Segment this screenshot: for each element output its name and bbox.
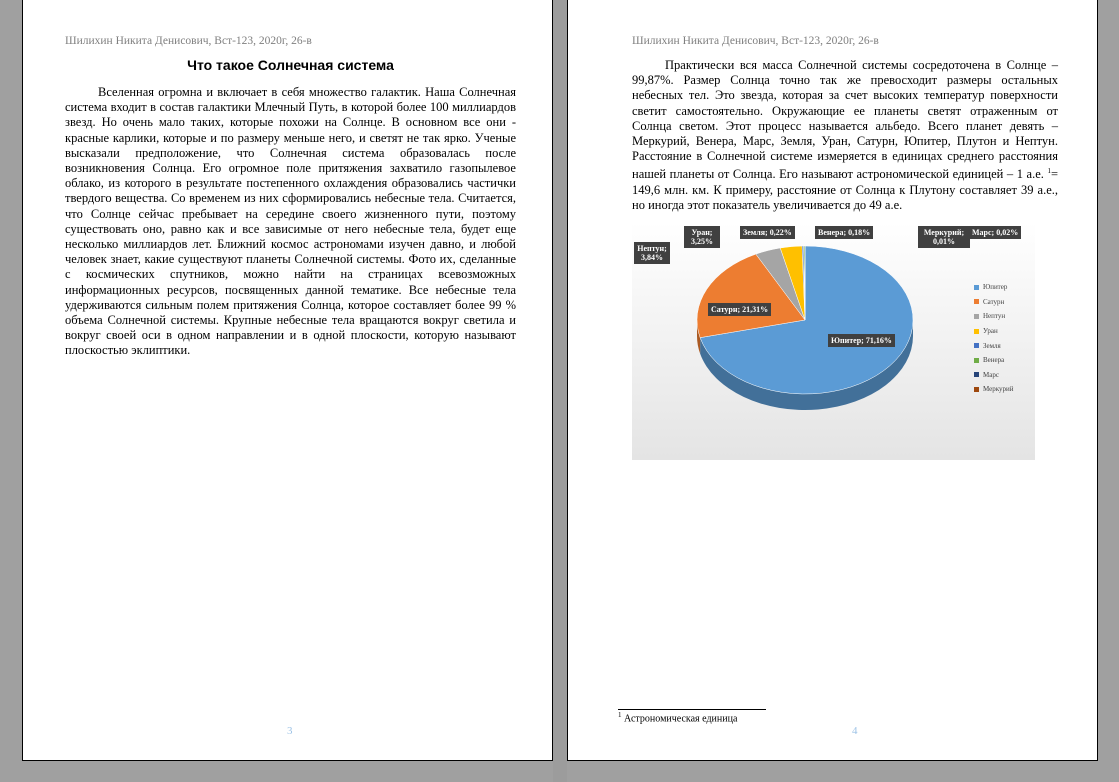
running-header: Шилихин Никита Денисович, Вст-123, 2020г, 26-в <box>65 35 312 47</box>
document-page-3 <box>22 0 553 761</box>
footnote-text: Астрономическая единица <box>624 713 738 725</box>
legend-label: Марс <box>983 370 999 379</box>
footnote-number: 1 <box>618 711 622 719</box>
legend-label: Юпитер <box>983 283 1008 292</box>
legend-swatch <box>974 387 979 392</box>
footnote <box>618 711 737 724</box>
legend-swatch <box>974 343 979 348</box>
body-text-part: = 149,6 млн. км. К примеру, расстояние от Солнца к Плутону составляет 39 а.е., но иногда этот показатель увеличивается до 49 а.е. <box>632 167 1058 212</box>
legend-label: Нептун <box>983 312 1006 321</box>
legend-swatch <box>974 285 979 290</box>
legend-label: Уран <box>983 327 998 336</box>
legend-swatch <box>974 329 979 334</box>
running-header: Шилихин Никита Денисович, Вст-123, 2020г, 26-в <box>632 35 879 47</box>
legend-item <box>974 382 1026 397</box>
body-text-part: Практически вся масса Солнечной системы сосредоточена в Солнце – 99,87%. Размер Солнца точно так же превосходит размеры остальных небесных тел. Это звезда, которая за счет высоких температур поверхности светит самостоятельно. Окружающие ее планеты светят отраженным от Солнца светом. Этот процесс называется альбедо. Всего планет девять – Меркурий, Венера, Марс, Земля, Уран, Сатурн, Юпитер, Плутон и Нептун. Расстояние в Солнечной системе измеряется в единицах среднего расстояния нашей планеты от Солнца. Его называют астрономической единицей – 1 а.е. <box>632 58 1058 182</box>
data-label-7: Марс; 0,02% <box>969 226 1021 239</box>
legend-swatch <box>974 299 979 304</box>
legend-label: Венера <box>983 356 1005 365</box>
legend-label: Меркурий <box>983 385 1014 394</box>
page-title: Что такое Солнечная система <box>187 57 394 73</box>
page-number: 3 <box>287 725 293 737</box>
chart-legend <box>974 280 1026 397</box>
data-label-5: Земля; 0,22% <box>740 226 795 239</box>
legend-label: Земля <box>983 341 1001 350</box>
legend-item <box>974 324 1026 339</box>
pie-chart[interactable] <box>632 222 1035 460</box>
legend-item <box>974 338 1026 353</box>
legend-label: Сатурн <box>983 297 1005 306</box>
legend-swatch <box>974 372 979 377</box>
data-label-3: Нептун; 3,84% <box>634 242 670 264</box>
legend-item <box>974 309 1026 324</box>
legend-swatch <box>974 314 979 319</box>
data-label-1: Юпитер; 71,16% <box>828 334 895 347</box>
data-label-6: Венера; 0,18% <box>815 226 873 239</box>
data-label-2: Сатурн; 21,31% <box>708 303 771 316</box>
legend-item <box>974 368 1026 383</box>
document-page-4 <box>567 0 1098 761</box>
legend-item <box>974 353 1026 368</box>
data-label-4: Уран; 3,25% <box>684 226 720 248</box>
data-label-8: Меркурий; 0,01% <box>918 226 970 248</box>
legend-swatch <box>974 358 979 363</box>
footnote-separator <box>618 709 766 710</box>
legend-item <box>974 280 1026 295</box>
body-paragraph[interactable] <box>632 58 1058 213</box>
page-gap <box>553 0 567 782</box>
footnote-reference[interactable]: 1 <box>1047 167 1051 176</box>
page-number: 4 <box>852 725 858 737</box>
body-paragraph[interactable]: Вселенная огромна и включает в себя множество галактик. Наша Солнечная система входит в состав галактики Млечный Путь, в которой более 100 миллиардов звезд. Но очень мало таких, которые похожи на Солнце. В основном все они - красные карлики, которые и по размеру меньше него, и светят не так ярко. Ученые высказали предположение, что Солнечная система образовалась после возникновения Солнца. Его огромное поле притяжения захватило газопылевое облако, из которого в результате постепенного охлаждения образовались частички твердого вещества. Со временем из них сформировались небесные тела. Считается, что Солнце сейчас пребывает на середине своего жизненного пути, поэтому существовать оно, равно как и все зависимые от него небесные тела, будет еще несколько миллиардов лет. Ближний космос астрономами изучен давно, и любой человек знает, какие существуют планеты Солнечной системы. Фото их, сделанные с космических спутников, можно найти на страницах всевозможных информационных ресурсов, посвященных данной тематике. Все небесные тела удерживаются сильным полем притяжения Солнца, которое составляет более 99 % объема Солнечной системы. Крупные небесные тела вращаются вокруг светила и вокруг своей оси в одном направлении и в одной плоскости, которую называют плоскостью эклиптики. <box>65 85 516 358</box>
legend-item <box>974 295 1026 310</box>
